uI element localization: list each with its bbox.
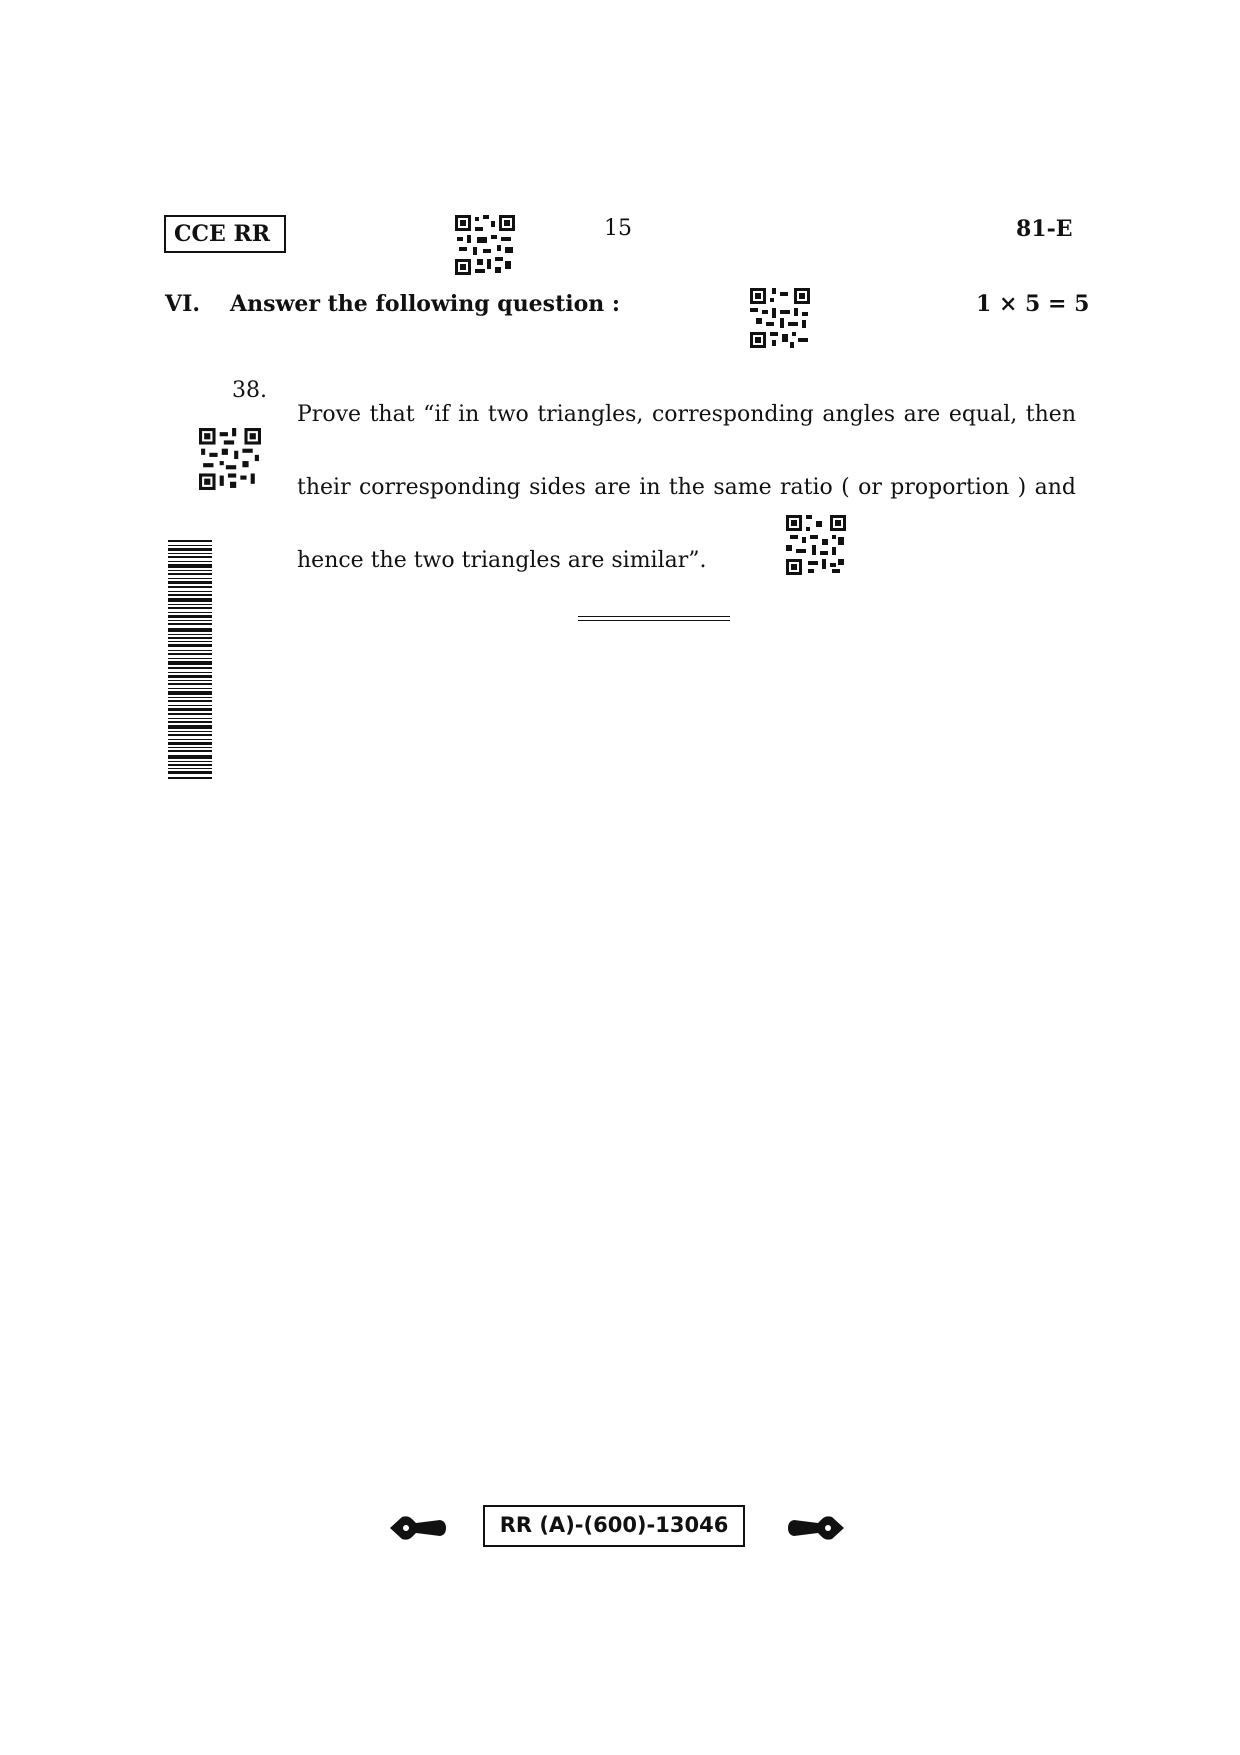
question-line: Prove that “if in two triangles, corresponding angles are equal, then [297,402,1076,427]
footer-code-box [483,1505,745,1547]
question-line: hence the two triangles are similar”. [297,548,707,573]
barcode-icon [168,540,212,780]
section-instruction: Answer the following question : [230,291,621,317]
question-number: 38. [232,378,267,403]
qr-code-icon [750,288,810,348]
header-label: CCE RR [174,221,271,247]
qr-code-icon [199,428,261,490]
question-text [297,378,1076,597]
section-number: VI. [165,291,201,317]
page-number: 15 [604,216,632,241]
paper-code: 81-E [1016,216,1073,242]
qr-code-icon [786,515,846,575]
ornament-right-icon [786,1513,846,1543]
ornament-left-icon [388,1513,448,1543]
header-label-box [164,215,286,253]
section-marks: 1 × 5 = 5 [976,291,1090,317]
footer-code: RR (A)-(600)-13046 [499,1513,729,1537]
end-rule [578,616,730,621]
qr-code-icon [455,215,515,275]
question-line: their corresponding sides are in the same ratio ( or proportion ) and [297,475,1076,500]
